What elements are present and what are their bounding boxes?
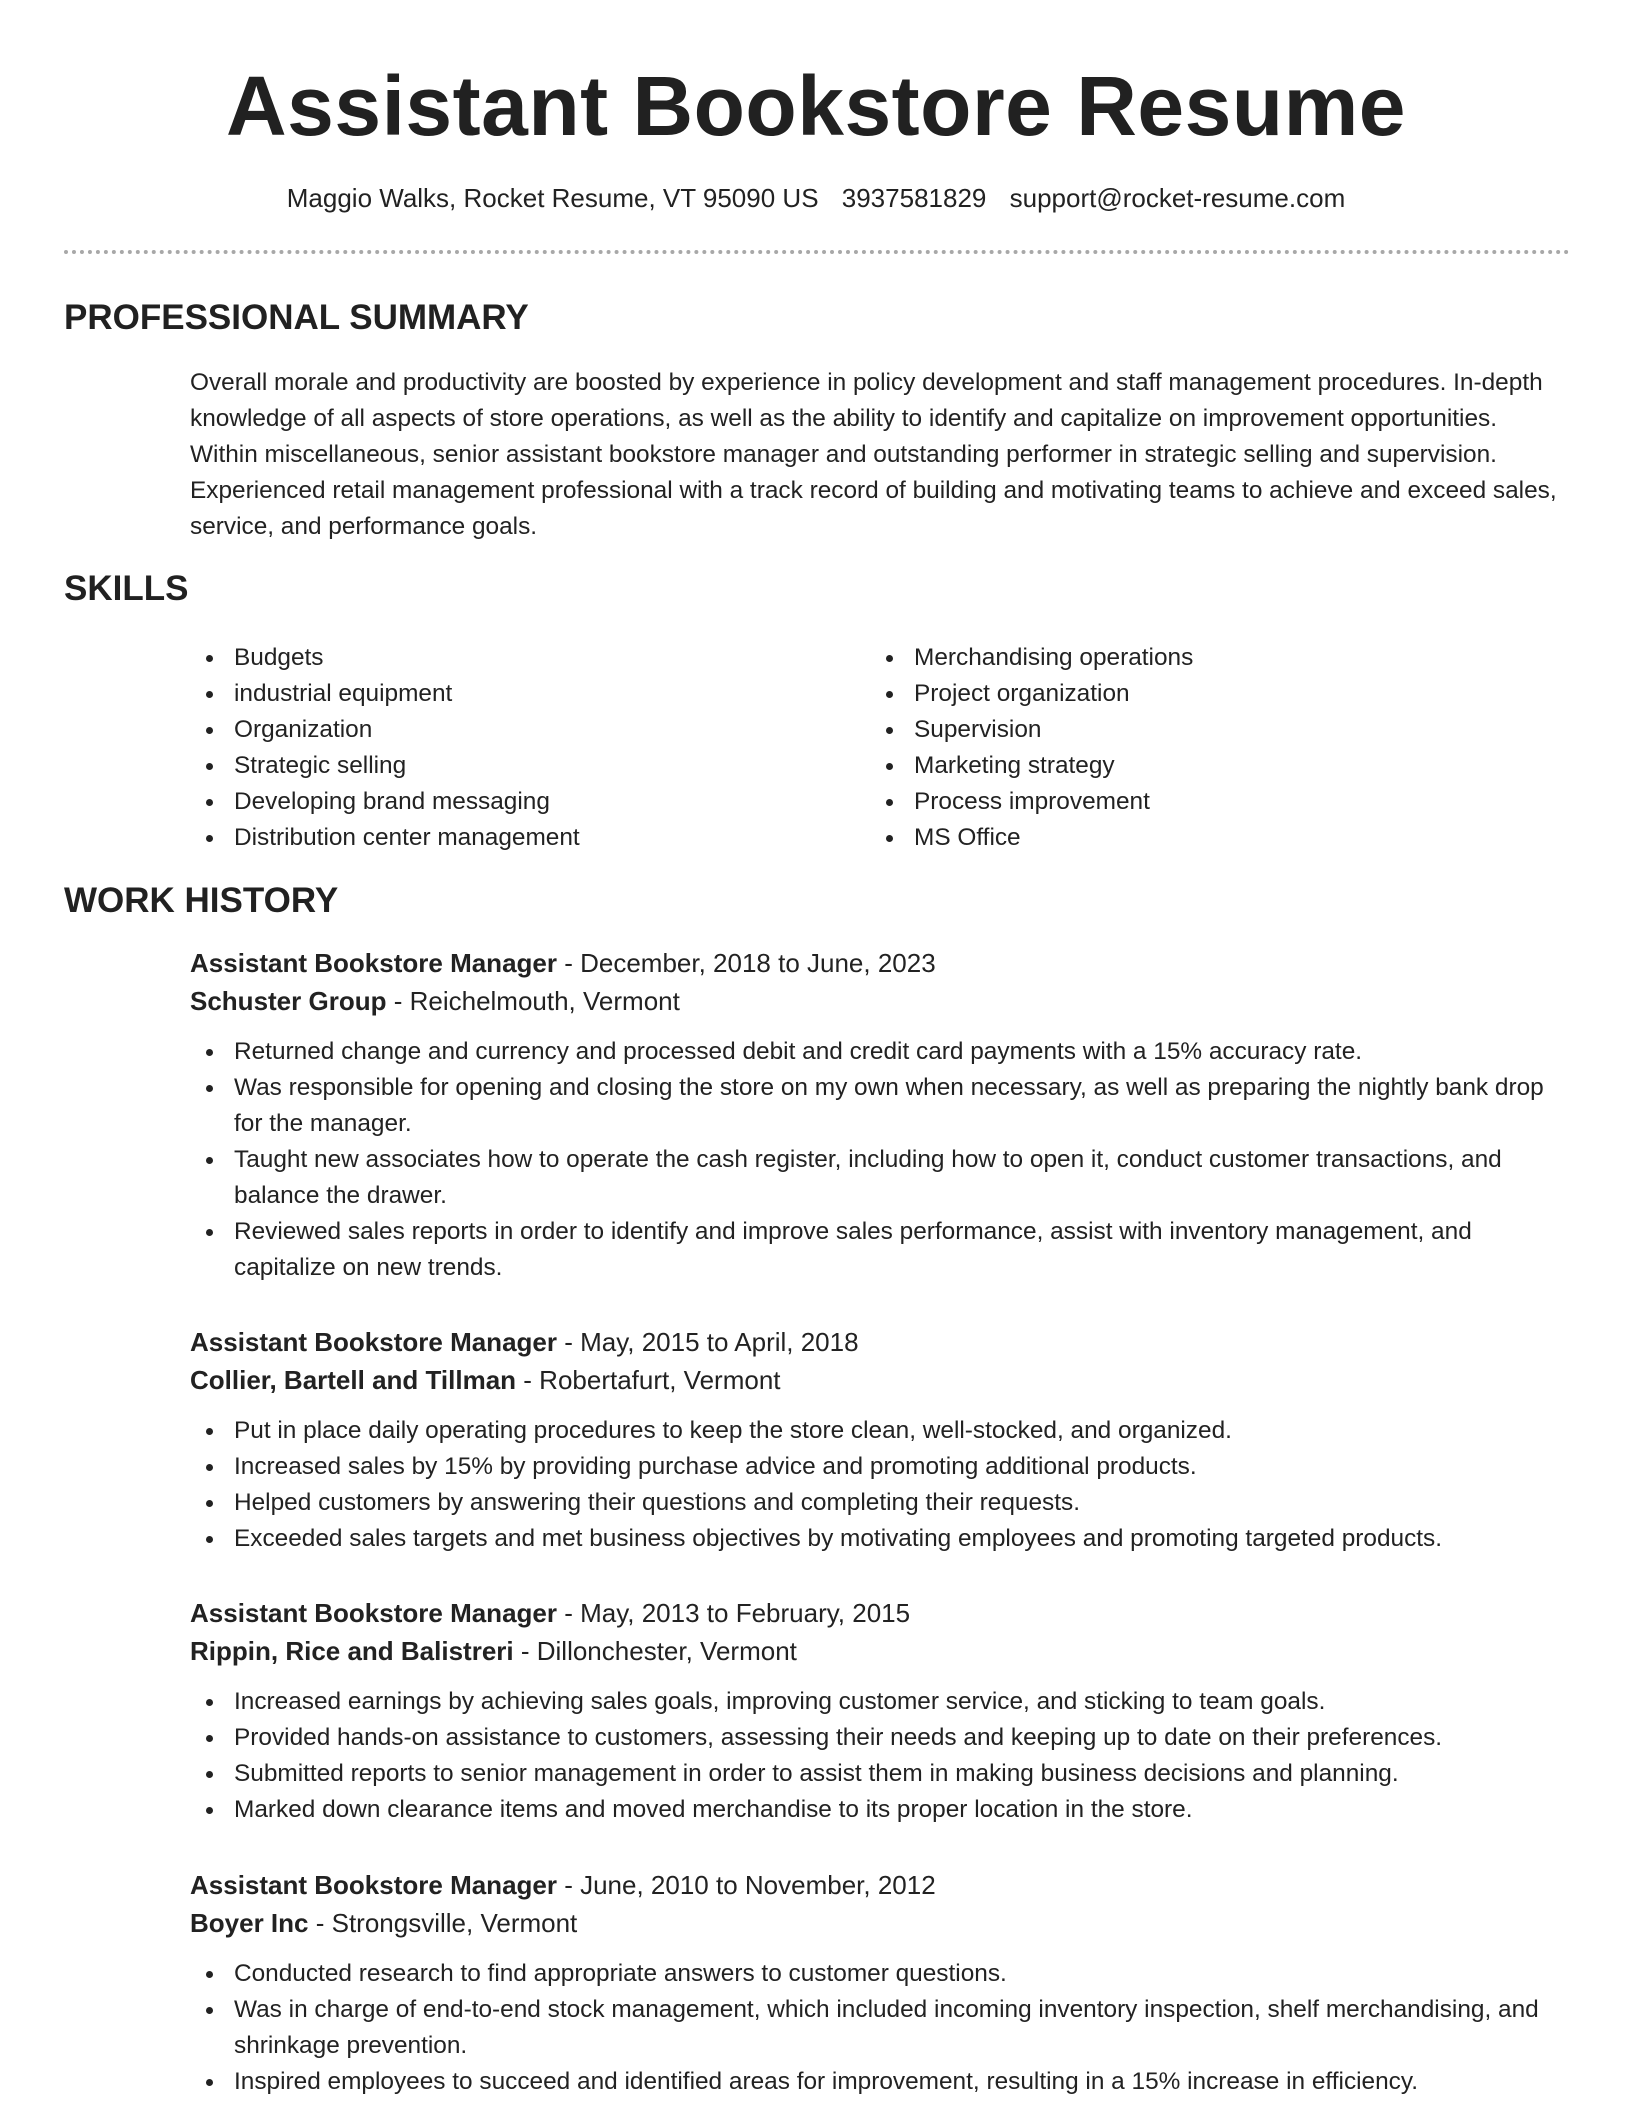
- skill-item: Marketing strategy: [870, 748, 1550, 784]
- skill-item: Organization: [190, 712, 870, 748]
- contact-phone: 3937581829: [841, 183, 987, 213]
- job-company-line: [190, 1361, 1570, 1399]
- job-entry: [190, 1323, 1570, 1557]
- job-company: Rippin, Rice and Balistreri: [190, 1636, 514, 1666]
- job-entry: [190, 1866, 1570, 2100]
- summary-heading: PROFESSIONAL SUMMARY: [64, 298, 529, 337]
- job-duties: [190, 1684, 1570, 1828]
- skill-item: Supervision: [870, 712, 1550, 748]
- duty-item: Returned change and currency and processed debit and credit card payments with a 15% accuracy rate.: [190, 1034, 1570, 1070]
- skill-item: MS Office: [870, 820, 1550, 856]
- summary-text: Overall morale and productivity are boosted by experience in policy development and staff management procedures. In-depth knowledge of all aspects of store operations, as well as the ability to identify and capitalize on improvement opportunities. Within miscellaneous, senior assistant bookstore manager and outstanding performer in strategic selling and supervision. Experienced retail management professional with a track record of building and motivating teams to achieve and exceed sales, service, and performance goals.: [190, 369, 1557, 540]
- job-entry: [190, 1594, 1570, 1828]
- duty-item: Increased sales by 15% by providing purchase advice and promoting additional products.: [190, 1449, 1570, 1485]
- job-location: - Dillonchester, Vermont: [513, 1636, 797, 1666]
- work-history-heading: WORK HISTORY: [64, 881, 339, 920]
- job-location: - Robertafurt, Vermont: [516, 1365, 781, 1395]
- job-dates: - May, 2015 to April, 2018: [556, 1327, 859, 1357]
- skill-item: Strategic selling: [190, 748, 870, 784]
- skills-heading: SKILLS: [64, 569, 189, 608]
- header-divider: [64, 250, 1570, 254]
- job-title: Assistant Bookstore Manager: [190, 948, 557, 978]
- job-title-line: [190, 1866, 1570, 1904]
- duty-item: Exceeded sales targets and met business objectives by motivating employees and promoting targeted products.: [190, 1521, 1570, 1557]
- skill-item: Developing brand messaging: [190, 784, 870, 820]
- duty-item: Helped customers by answering their questions and completing their requests.: [190, 1485, 1570, 1521]
- job-company-line: [190, 982, 1570, 1020]
- skill-item: Budgets: [190, 640, 870, 676]
- job-location: - Reichelmouth, Vermont: [386, 986, 680, 1016]
- job-company: Collier, Bartell and Tillman: [190, 1365, 517, 1395]
- duty-item: Reviewed sales reports in order to identify and improve sales performance, assist with inventory management, and capitalize on new trends.: [190, 1214, 1570, 1286]
- contact-line: [0, 181, 1632, 215]
- job-duties: [190, 1413, 1570, 1557]
- skill-item: Project organization: [870, 676, 1550, 712]
- duty-item: Was responsible for opening and closing the store on my own when necessary, as well as preparing the nightly bank drop for the manager.: [190, 1070, 1570, 1142]
- job-company: Schuster Group: [190, 986, 387, 1016]
- duty-item: Inspired employees to succeed and identified areas for improvement, resulting in a 15% increase in efficiency.: [190, 2064, 1570, 2100]
- job-title: Assistant Bookstore Manager: [190, 1870, 557, 1900]
- job-title-line: [190, 1594, 1570, 1632]
- duty-item: Provided hands-on assistance to customers, assessing their needs and keeping up to date on their preferences.: [190, 1720, 1570, 1756]
- duty-item: Increased earnings by achieving sales goals, improving customer service, and sticking to team goals.: [190, 1684, 1570, 1720]
- job-title-line: [190, 1323, 1570, 1361]
- job-dates: - December, 2018 to June, 2023: [556, 948, 936, 978]
- job-title: Assistant Bookstore Manager: [190, 1598, 557, 1628]
- resume-title: Assistant Bookstore Resume: [225, 59, 1407, 153]
- skill-item: Distribution center management: [190, 820, 870, 856]
- job-location: - Strongsville, Vermont: [308, 1908, 578, 1938]
- duty-item: Submitted reports to senior management in order to assist them in making business decisions and planning.: [190, 1756, 1570, 1792]
- job-company: Boyer Inc: [190, 1908, 309, 1938]
- duty-item: Marked down clearance items and moved merchandise to its proper location in the store.: [190, 1792, 1570, 1828]
- job-entry: [190, 944, 1570, 1286]
- skill-item: Process improvement: [870, 784, 1550, 820]
- contact-email: support@rocket-resume.com: [1009, 183, 1346, 213]
- job-duties: [190, 1956, 1570, 2100]
- duty-item: Was in charge of end-to-end stock management, which included incoming inventory inspection, shelf merchandising, and shrinkage prevention.: [190, 1992, 1570, 2064]
- duty-item: Taught new associates how to operate the cash register, including how to open it, conduct customer transactions, and balance the drawer.: [190, 1142, 1570, 1214]
- job-company-line: [190, 1904, 1570, 1942]
- skill-item: Merchandising operations: [870, 640, 1550, 676]
- job-duties: [190, 1034, 1570, 1286]
- skills-column-left: [190, 640, 870, 856]
- contact-address: Maggio Walks, Rocket Resume, VT 95090 US: [286, 183, 819, 213]
- skills-column-right: [870, 640, 1550, 856]
- skill-item: industrial equipment: [190, 676, 870, 712]
- job-title: Assistant Bookstore Manager: [190, 1327, 557, 1357]
- job-dates: - June, 2010 to November, 2012: [556, 1870, 936, 1900]
- duty-item: Put in place daily operating procedures to keep the store clean, well-stocked, and organized.: [190, 1413, 1570, 1449]
- duty-item: Conducted research to find appropriate answers to customer questions.: [190, 1956, 1570, 1992]
- job-dates: - May, 2013 to February, 2015: [556, 1598, 911, 1628]
- skills-list: [190, 640, 1570, 856]
- job-title-line: [190, 944, 1570, 982]
- job-company-line: [190, 1632, 1570, 1670]
